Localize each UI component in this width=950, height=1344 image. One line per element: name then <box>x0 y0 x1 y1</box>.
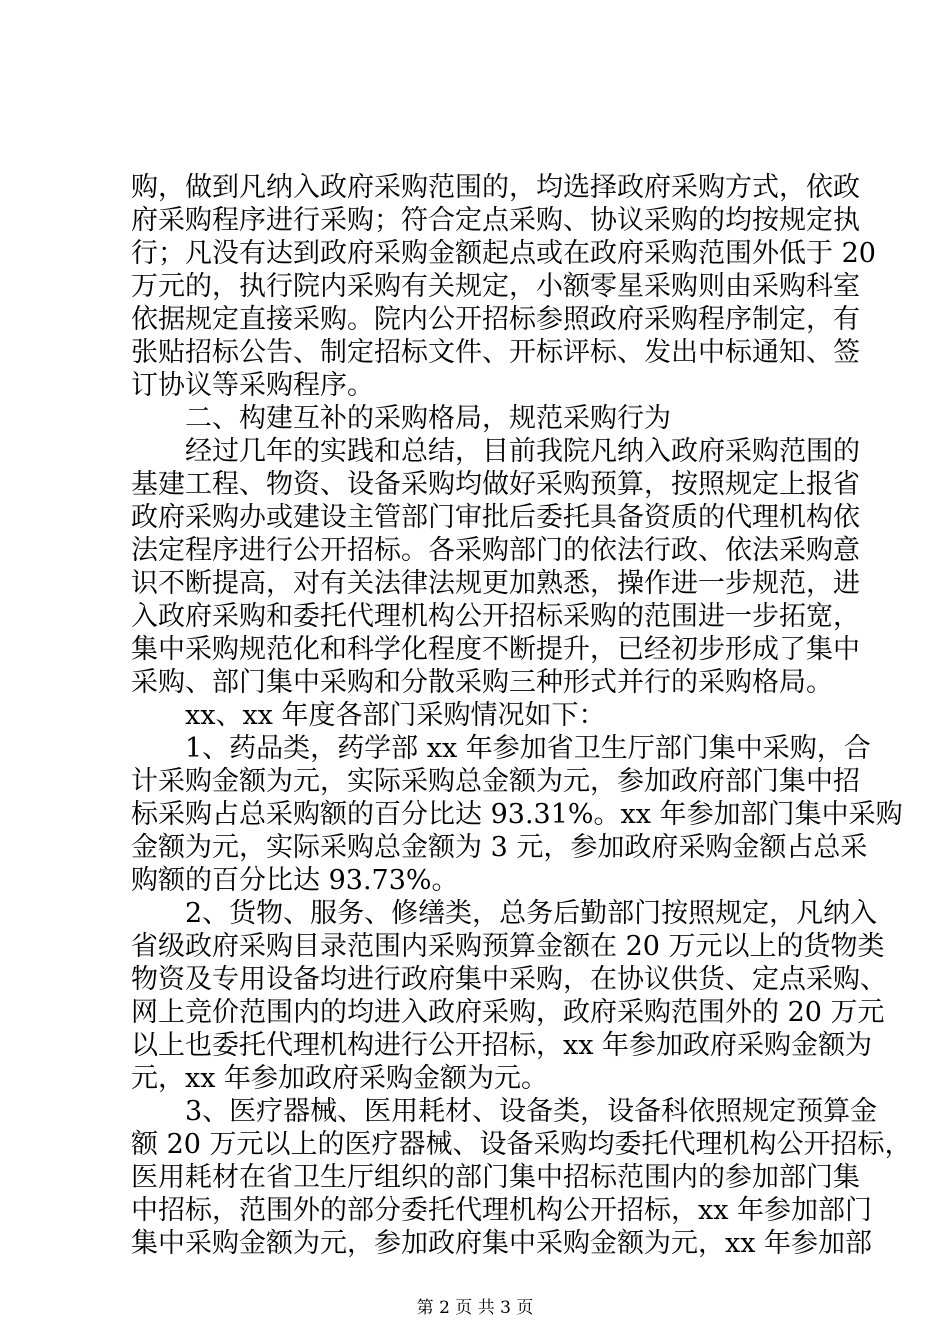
text-line: 府采购程序进行采购；符合定点采购、协议采购的均按规定执 <box>131 205 860 236</box>
text-line: 省级政府采购目录范围内采购预算金额在 20 万元以上的货物类 <box>131 931 885 962</box>
text-line: 中招标，范围外的部分委托代理机构公开招标，xx 年参加部门 <box>131 1195 873 1226</box>
paragraph-first-line: 经过几年的实践和总结，目前我院凡纳入政府采购范围的 <box>185 436 860 467</box>
text-line: 订协议等采购程序。 <box>131 370 374 401</box>
text-line: 标采购占总采购额的百分比达 93.31%。xx 年参加部门集中采购 <box>131 799 903 830</box>
text-line: 识不断提高，对有关法律法规更加熟悉，操作进一步规范，进 <box>131 568 860 599</box>
text-line: 法定程序进行公开招标。各采购部门的依法行政、依法采购意 <box>131 535 860 566</box>
text-line: 计采购金额为元，实际采购总金额为元，参加政府部门集中招 <box>131 766 860 797</box>
page-footer: 第 2 页 共 3 页 <box>416 1298 534 1318</box>
text-line: 基建工程、物资、设备采购均做好采购预算，按照规定上报省 <box>131 469 860 500</box>
text-line: 购，做到凡纳入政府采购范围的，均选择政府采购方式，依政 <box>131 172 860 203</box>
text-line: 依据规定直接采购。院内公开招标参照政府采购程序制定，有 <box>131 304 860 335</box>
text-line: 万元的，执行院内采购有关规定，小额零星采购则由采购科室 <box>131 271 860 302</box>
text-line: 医用耗材在省卫生厅组织的部门集中招标范围内的参加部门集 <box>131 1162 860 1193</box>
text-line: 集中采购规范化和科学化程度不断提升，已经初步形成了集中 <box>131 634 860 665</box>
paragraph-first-line: 3、医疗器械、医用耗材、设备类，设备科依照规定预算金 <box>185 1096 878 1127</box>
text-line: 网上竞价范围内的均进入政府采购，政府采购范围外的 20 万元 <box>131 997 885 1028</box>
text-line: 行；凡没有达到政府采购金额起点或在政府采购范围外低于 20 <box>131 238 876 269</box>
paragraph-first-line: 1、药品类，药学部 xx 年参加省卫生厅部门集中采购，合 <box>185 733 871 764</box>
text-line: 物资及专用设备均进行政府集中采购，在协议供货、定点采购、 <box>131 964 887 995</box>
text-line: 金额为元，实际采购总金额为 3 元，参加政府采购金额占总采 <box>131 832 868 863</box>
paragraph-first-line: xx、xx 年度各部门采购情况如下： <box>185 700 606 731</box>
text-line: 张贴招标公告、制定招标文件、开标评标、发出中标通知、签 <box>131 337 860 368</box>
text-line: 政府采购办或建设主管部门审批后委托具备资质的代理机构依 <box>131 502 860 533</box>
text-line: 集中采购金额为元，参加政府集中采购金额为元，xx 年参加部 <box>131 1228 873 1259</box>
text-line: 额 20 万元以上的医疗器械、设备采购均委托代理机构公开招标， <box>131 1129 912 1160</box>
section-heading: 二、构建互补的采购格局，规范采购行为 <box>185 403 671 434</box>
text-line: 以上也委托代理机构进行公开招标，xx 年参加政府采购金额为 <box>131 1030 873 1061</box>
paragraph-first-line: 2、货物、服务、修缮类，总务后勤部门按照规定，凡纳入 <box>185 898 878 929</box>
text-line: 采购、部门集中采购和分散采购三种形式并行的采购格局。 <box>131 667 833 698</box>
text-line: 购额的百分比达 93.73%。 <box>131 865 459 896</box>
text-line: 入政府采购和委托代理机构公开招标采购的范围进一步拓宽， <box>131 601 860 632</box>
text-line: 元，xx 年参加政府采购金额为元。 <box>131 1063 549 1094</box>
